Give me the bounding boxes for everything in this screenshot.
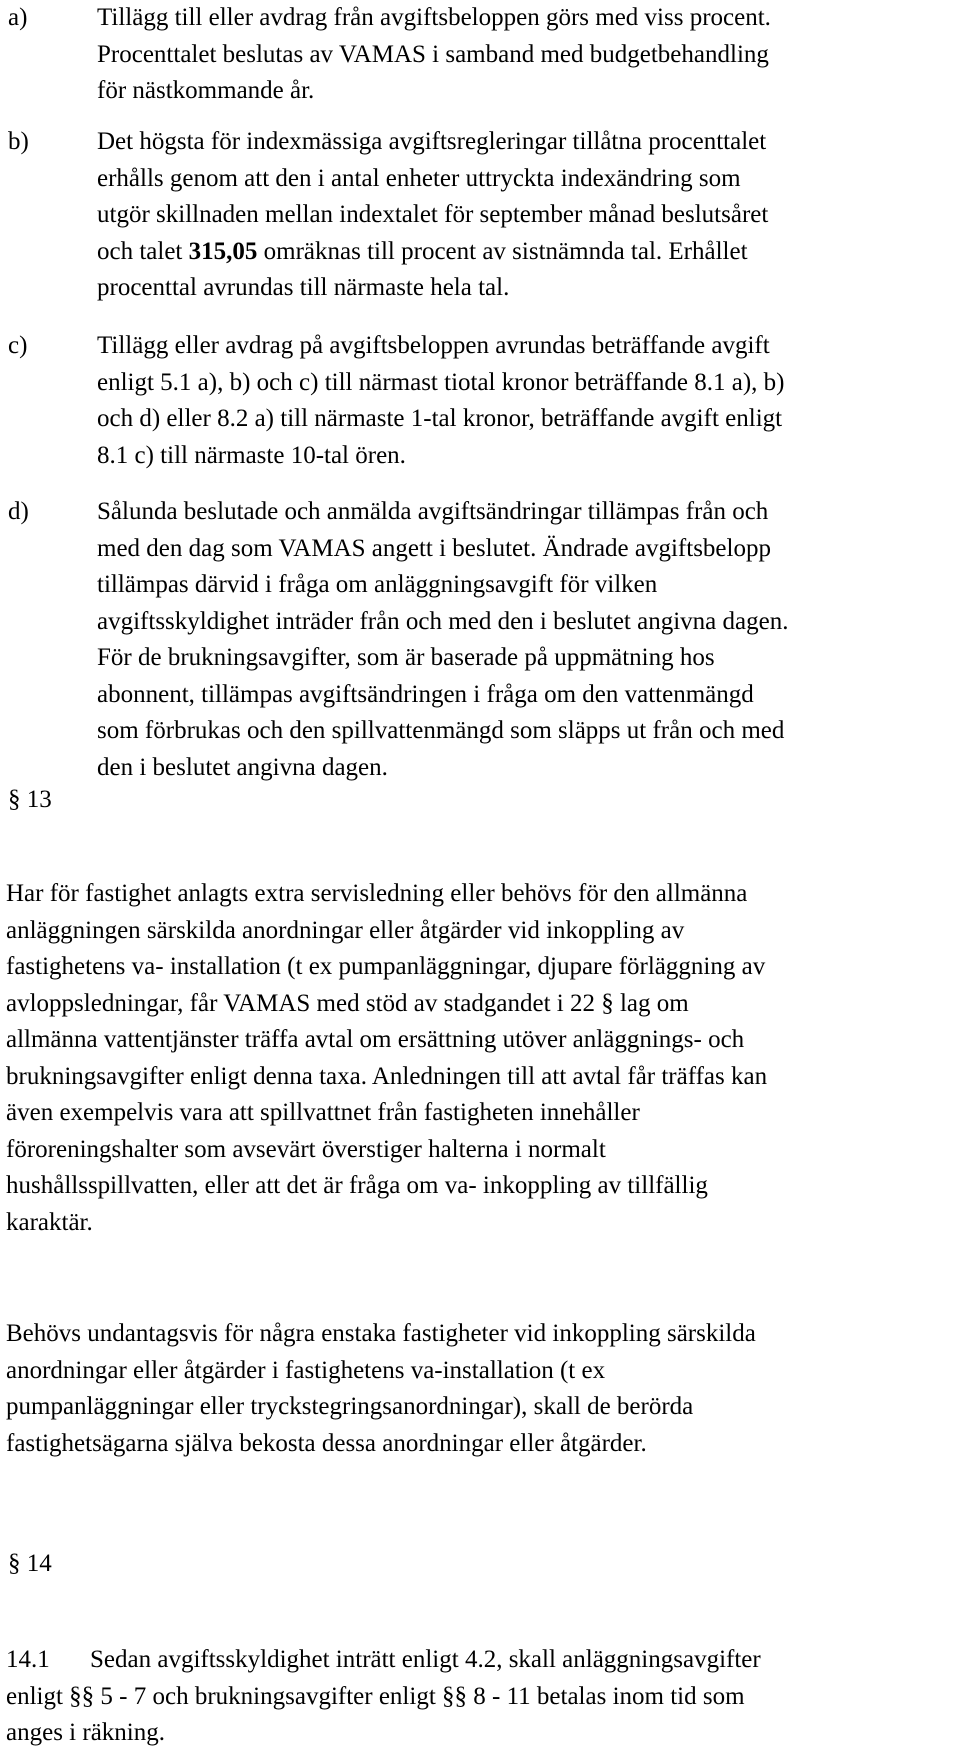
- subsection-number: 14.1: [6, 1646, 50, 1673]
- text-line: Procenttalet beslutas av VAMAS i samband med budgetbehandling: [97, 40, 769, 68]
- list-marker: c): [8, 332, 28, 359]
- text-line: och d) eller 8.2 a) till närmaste 1-tal kronor, beträffande avgift enligt: [97, 405, 783, 432]
- text-line: erhålls genom att den i antal enheter uttryckta indexändring som: [97, 164, 741, 192]
- text-line: utgör skillnaden mellan indextalet för september månad beslutsåret: [97, 201, 769, 228]
- text-line: för nästkommande år.: [97, 77, 315, 104]
- text-line: Det högsta för indexmässiga avgiftsregleringar tillåtna procenttalet: [97, 128, 767, 155]
- list-item-text: [97, 124, 947, 307]
- text-line: fastighetsägarna själva bekosta dessa anordningar eller åtgärder.: [6, 1429, 647, 1457]
- text-line: allmänna vattentjänster träffa avtal om ersättning utöver anläggnings- och: [6, 1026, 745, 1053]
- text-line: med den dag som VAMAS angett i beslutet. Ändrade avgiftsbelopp: [97, 534, 771, 562]
- section-13-paragraph: [6, 876, 956, 1241]
- text-line: som förbrukas och den spillvattenmängd som släpps ut från och med: [97, 717, 785, 744]
- text-line: pumpanläggningar eller tryckstegringsanordningar), skall de berörda: [6, 1393, 694, 1420]
- text-line: enligt 5.1 a), b) och c) till närmast tiotal kronor beträffande 8.1 a), b): [97, 368, 785, 396]
- text-line: Tillägg till eller avdrag från avgiftsbeloppen görs med viss procent.: [97, 4, 771, 31]
- text-line: avloppsledningar, får VAMAS med stöd av stadgandet i 22 § lag om: [6, 989, 689, 1017]
- text-line: även exempelvis vara att spillvattnet från fastigheten innehåller: [6, 1099, 640, 1126]
- text-line: procenttal avrundas till närmaste hela tal.: [97, 274, 510, 301]
- text-line: tillämpas därvid i fråga om anläggningsavgift för vilken: [97, 571, 658, 598]
- text-line: föroreningshalter som avsevärt överstiger halterna i normalt: [6, 1135, 606, 1163]
- subsection-14-1: [6, 1642, 956, 1752]
- text-fragment: och talet: [97, 237, 189, 265]
- list-marker: b): [8, 128, 29, 155]
- list-marker: a): [8, 4, 28, 31]
- text-line: hushållsspillvatten, eller att det är fråga om va- inkoppling av tillfällig: [6, 1172, 708, 1199]
- text-fragment: Sedan avgiftsskyldighet inträtt enligt 4.2, skall anläggningsavgifter: [90, 1646, 761, 1673]
- text-line: anordningar eller åtgärder i fastighetens va-installation (t ex: [6, 1356, 606, 1384]
- text-line: avgiftsskyldighet inträder från och med den i beslutet angivna dagen.: [97, 607, 789, 635]
- text-line: anläggningen särskilda anordningar eller åtgärder vid inkoppling av: [6, 916, 685, 944]
- text-line: karaktär.: [6, 1208, 93, 1236]
- text-line: [6, 1642, 956, 1679]
- text-line: Har för fastighet anlagts extra servisledning eller behövs för den allmänna: [6, 880, 748, 907]
- section-14-heading: § 14: [8, 1550, 52, 1577]
- text-line: abonnent, tillämpas avgiftsändringen i fråga om den vattenmängd: [97, 680, 754, 708]
- section-13-paragraph-2: [6, 1316, 956, 1462]
- text-line: Sålunda beslutade och anmälda avgiftsändringar tillämpas från och: [97, 498, 769, 525]
- index-base-value: 315,05: [188, 237, 258, 265]
- text-line: [97, 234, 947, 271]
- list-item-text: [97, 328, 947, 474]
- list-marker: d): [8, 498, 29, 525]
- list-item-text: [97, 494, 947, 786]
- text-line: den i beslutet angivna dagen.: [97, 753, 388, 781]
- text-line: fastighetens va- installation (t ex pumpanläggningar, djupare förläggning av: [6, 953, 766, 980]
- text-line: 8.1 c) till närmaste 10-tal ören.: [97, 441, 406, 469]
- text-line: Tillägg eller avdrag på avgiftsbeloppen avrundas beträffande avgift: [97, 332, 770, 359]
- text-line: enligt §§ 5 - 7 och brukningsavgifter enligt §§ 8 - 11 betalas inom tid som: [6, 1682, 745, 1710]
- text-line: För de brukningsavgifter, som är baserade på uppmätning hos: [97, 644, 715, 671]
- section-13-heading: § 13: [8, 786, 52, 813]
- text-line: brukningsavgifter enligt denna taxa. Anledningen till att avtal får träffas kan: [6, 1062, 768, 1090]
- list-item-text: [97, 0, 947, 110]
- text-fragment: omräknas till procent av sistnämnda tal. Erhållet: [257, 237, 748, 265]
- text-line: Behövs undantagsvis för några enstaka fastigheter vid inkoppling särskilda: [6, 1320, 756, 1347]
- text-line: anges i räkning.: [6, 1719, 165, 1746]
